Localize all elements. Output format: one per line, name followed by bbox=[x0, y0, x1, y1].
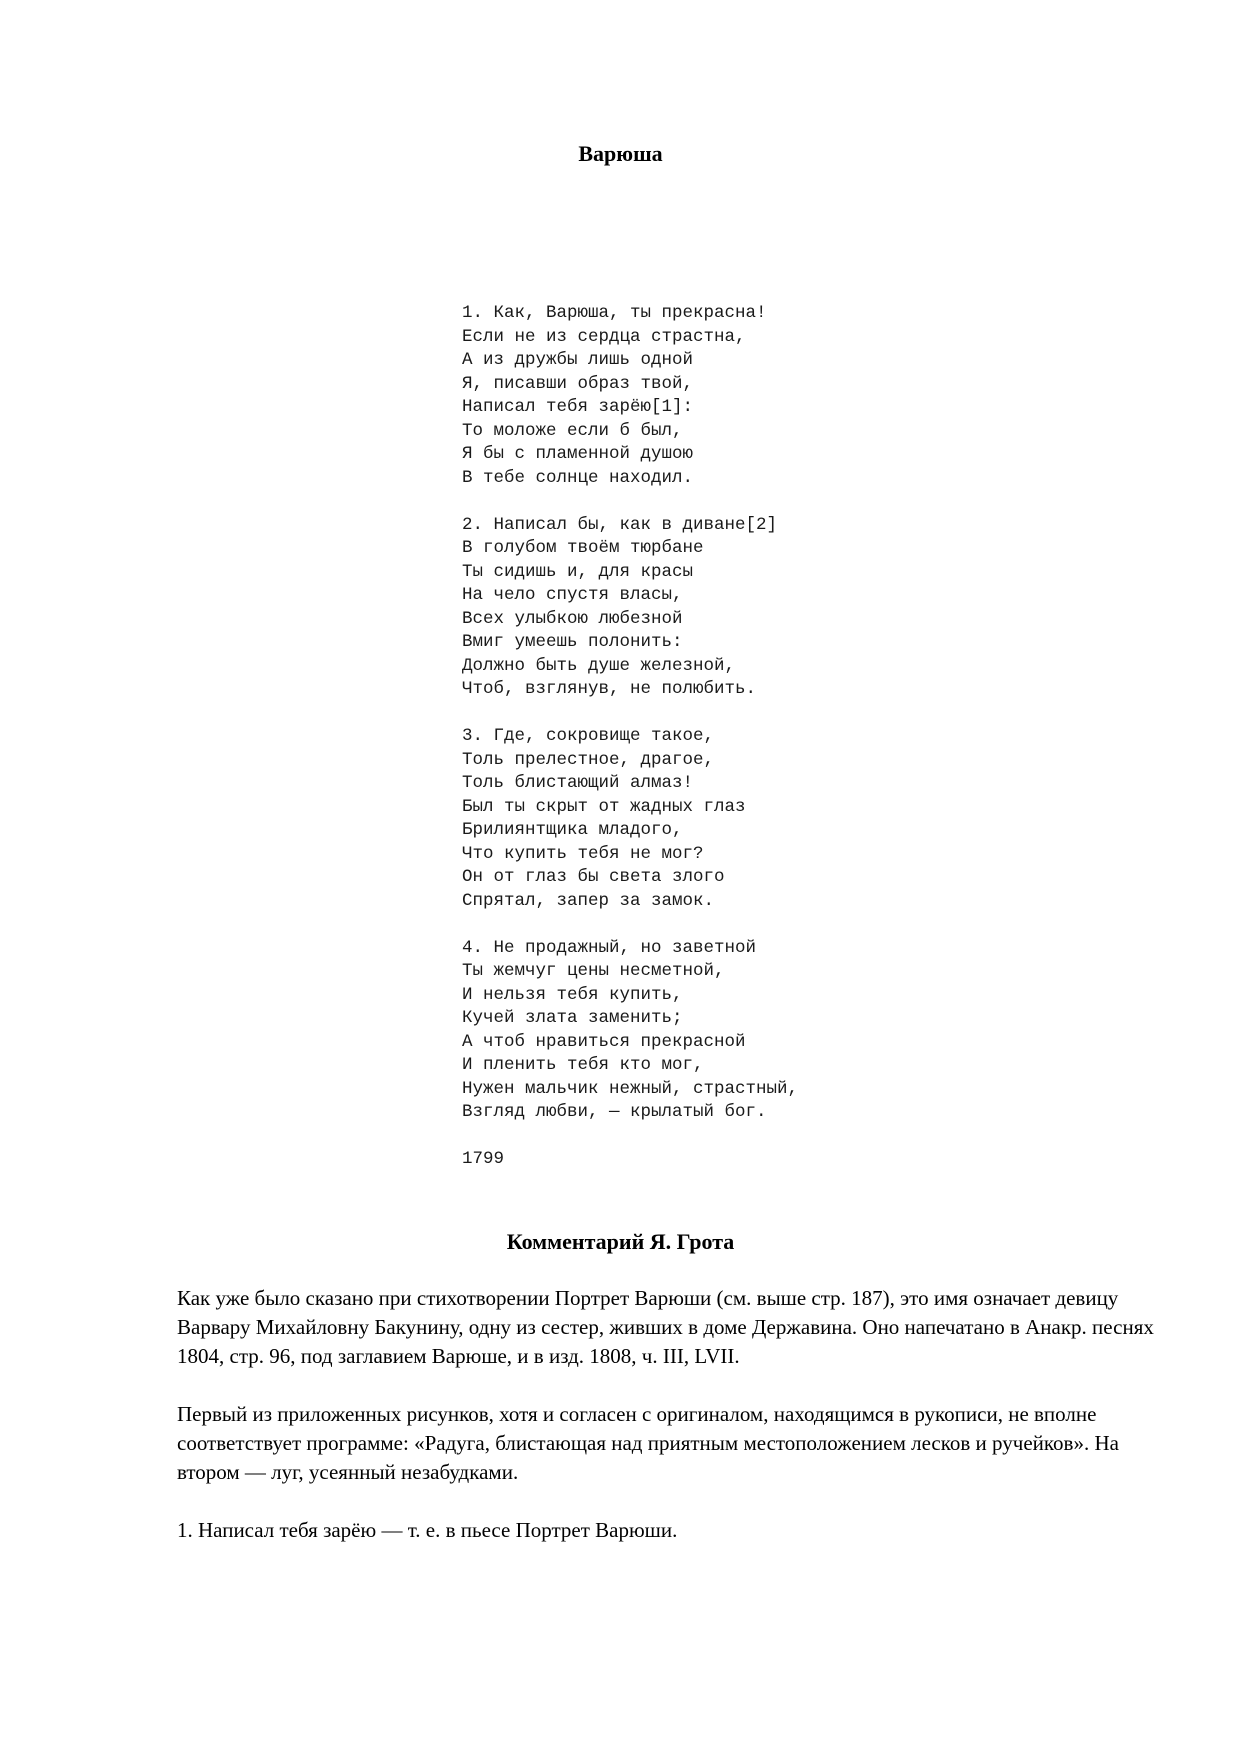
poem-line: Толь блистающий алмаз! bbox=[462, 773, 694, 793]
poem-line: 3. Где, сокровище такое, bbox=[462, 726, 715, 746]
poem-line: Если не из сердца страстна, bbox=[462, 326, 746, 347]
poem-line: Написал тебя зарёю[1]: bbox=[462, 397, 694, 417]
poem-line: Я, писавши образ твой, bbox=[462, 373, 694, 394]
poem-line: А из дружбы лишь одной bbox=[462, 350, 694, 370]
poem-line: Толь прелестное, драгое, bbox=[462, 749, 715, 770]
poem-line: Чтоб, взглянув, не полюбить. bbox=[462, 679, 757, 699]
poem-line: 1. Как, Варюша, ты прекрасна! bbox=[462, 303, 767, 323]
poem-line: Брилиянтщика младого, bbox=[462, 820, 683, 840]
poem-line: Всех улыбкою любезной bbox=[462, 608, 683, 629]
commentary-paragraph: Как уже было сказано при стихотворении Портрет Варюши (см. выше стр. 187), это имя означает девицу Варвару Михайловну Бакунину, одну из сестер, живших в доме Державина. Оно напечатано в Анакр. песнях 1804, стр. 96, под заглавием Варюше, и в изд. 1808, ч. III, LVII. bbox=[177, 1286, 1154, 1368]
commentary-body bbox=[177, 1284, 1157, 1574]
poem-line: Ты сидишь и, для красы bbox=[462, 561, 694, 582]
commentary-footnote: 1. Написал тебя зарёю — т. е. в пьесе Портрет Варюши. bbox=[177, 1518, 678, 1542]
stanza-4 bbox=[462, 937, 982, 1125]
poem-line: Взгляд любви, — крылатый бог. bbox=[462, 1102, 767, 1122]
poem-line: 4. Не продажный, но заветной bbox=[462, 937, 757, 958]
poem-line: Спрятал, запер за замок. bbox=[462, 890, 715, 911]
poem-title: Варюша bbox=[578, 141, 663, 166]
poem-line: В тебе солнце находил. bbox=[462, 467, 694, 488]
poem-line: Кучей злата заменить; bbox=[462, 1008, 683, 1028]
poem-line: И пленить тебя кто мог, bbox=[462, 1055, 704, 1075]
poem-line: Должно быть душе железной, bbox=[462, 655, 736, 676]
poem-body bbox=[462, 302, 982, 1172]
poem-line: Я бы с пламенной душою bbox=[462, 444, 694, 464]
poem-line: На чело спустя власы, bbox=[462, 585, 683, 605]
poem-line: Что купить тебя не мог? bbox=[462, 843, 704, 864]
poem-line: В голубом твоём тюрбане bbox=[462, 538, 704, 558]
poem-line: Нужен мальчик нежный, страстный, bbox=[462, 1078, 799, 1099]
poem-line: А чтоб нравиться прекрасной bbox=[462, 1031, 746, 1052]
poem-line: И нельзя тебя купить, bbox=[462, 984, 683, 1005]
stanza-2 bbox=[462, 514, 982, 702]
poem-line: Он от глаз бы света злого bbox=[462, 867, 725, 887]
poem-year: 1799 bbox=[462, 1149, 505, 1169]
commentary-paragraph: Первый из приложенных рисунков, хотя и согласен с оригиналом, находящимся в рукописи, не вполне соответствует программе: «Радуга, блистающая над приятным местоположением лесков и ручейков». На втором — луг, усеянный незабудками. bbox=[177, 1402, 1119, 1484]
poem-line: Был ты скрыт от жадных глаз bbox=[462, 796, 746, 817]
stanza-3 bbox=[462, 725, 982, 913]
commentary-title: Комментарий Я. Грота bbox=[506, 1229, 735, 1254]
poem-line: Вмиг умеешь полонить: bbox=[462, 632, 683, 652]
poem-line: Ты жемчуг цены несметной, bbox=[462, 961, 725, 981]
poem-line: 2. Написал бы, как в диване[2] bbox=[462, 514, 778, 535]
poem-line: То моложе если б был, bbox=[462, 420, 683, 441]
stanza-1 bbox=[462, 302, 982, 490]
